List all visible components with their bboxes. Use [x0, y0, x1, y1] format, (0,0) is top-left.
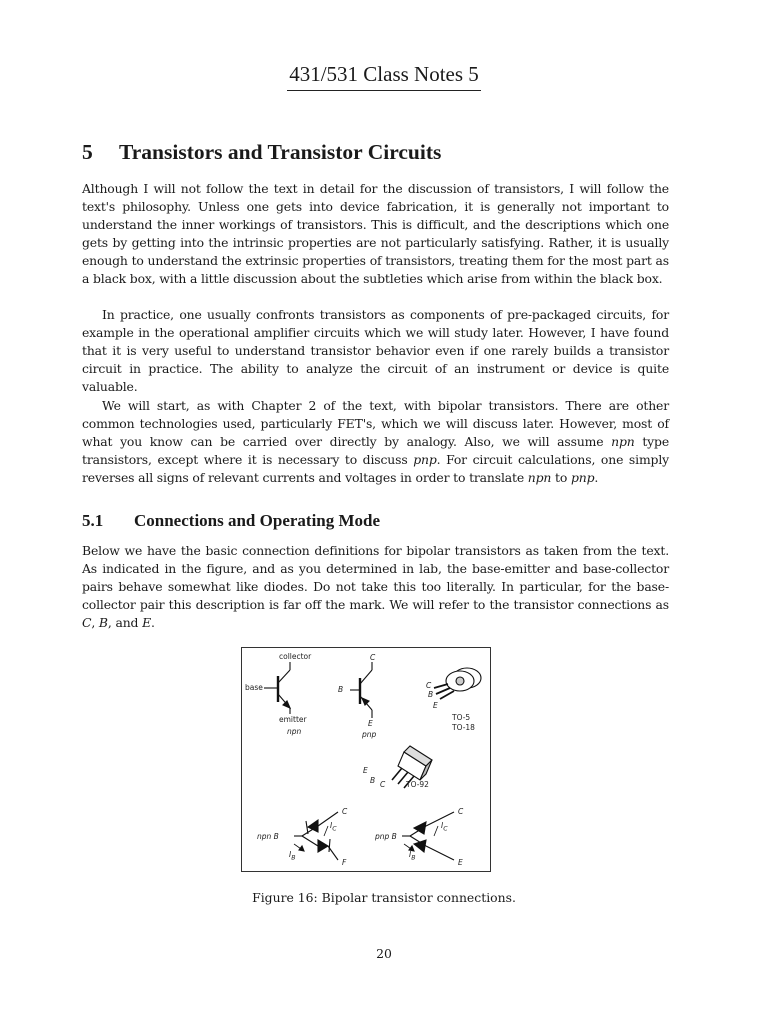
label-text: I: [289, 850, 292, 859]
npn-be-diode: [318, 840, 328, 852]
label-to92: TO-92: [406, 780, 429, 789]
label-pnp-model-c: C: [458, 807, 464, 816]
label-text: I: [441, 821, 444, 830]
label-npn-ic: [330, 822, 337, 833]
label-to18: TO-18: [452, 723, 475, 732]
label-text: I: [330, 821, 333, 830]
subsection-title: Connections and Operating Mode: [134, 511, 381, 530]
label-pnp: pnp: [362, 730, 377, 739]
label-npn-ib: [289, 851, 296, 862]
label-subscript: C: [443, 825, 448, 833]
text-run: .: [151, 615, 155, 631]
page-header: [0, 62, 768, 91]
section-heading: [82, 140, 441, 165]
label-emitter: emitter: [279, 715, 307, 724]
label-subscript: C: [332, 825, 337, 833]
label-base: base: [245, 683, 263, 692]
section-title: Transistors and Transistor Circuits: [119, 140, 442, 164]
paragraph-intro: Although I will not follow the text in detail for the discussion of transistors, I will follow the text's philosophy. Unless one gets into device fabrication, it is generally not important to understand the inner workings of transistors. This is difficult, and the descriptions which one gets by getting into the intrinsic properties are not particularly satisfying. Rather, it is usually enough to understand the extrinsic properties of transistors, treating them for the most part as a black box, with a little discussion about the subtleties which arise from within the black box.: [82, 181, 669, 287]
text-run: , and: [107, 615, 143, 631]
text-run: ,: [91, 615, 99, 631]
text-run: We will start, as with Chapter 2 of the text, with bipolar transistors. There are other common technologies used, particularly FET's, which we will discuss later. However, most of what you know can be carried over directly by analogy. Also, we will assume: [82, 398, 669, 450]
label-to92-e: E: [363, 766, 368, 775]
label-subscript: B: [291, 854, 296, 862]
section-number: 5: [82, 140, 93, 164]
label-npn-model-f: F: [342, 858, 347, 867]
term-npn: npn: [611, 434, 635, 450]
term-pnp: pnp: [413, 452, 437, 468]
npn-bc-diode: [308, 820, 318, 832]
subsection-heading: [82, 511, 380, 531]
npn-collector-lead: [278, 670, 290, 683]
label-pnp-e: E: [368, 719, 373, 728]
page-number: 20: [376, 946, 392, 961]
label-text: I: [409, 850, 412, 859]
term-pnp: pnp: [570, 470, 595, 486]
header-title: 431/531 Class Notes 5: [287, 62, 481, 91]
label-to5-e: E: [433, 701, 438, 710]
label-pnp-model-b: pnp B: [375, 832, 397, 841]
label-to5-b: B: [428, 690, 434, 699]
label-pnp-ib: [409, 851, 416, 862]
label-to92-c: C: [380, 780, 386, 789]
term-npn: npn: [527, 470, 552, 486]
label-npn: npn: [287, 727, 302, 736]
text-run: .: [594, 470, 599, 486]
pnp-collector-lead: [360, 670, 372, 684]
pnp-arrow: [362, 698, 369, 705]
label-pnp-model-e: E: [458, 858, 463, 867]
term-b: B: [98, 615, 108, 631]
label-collector: collector: [279, 652, 312, 661]
subsection-number: 5.1: [82, 511, 104, 530]
label-to5-c: C: [426, 681, 432, 690]
figure-bipolar-transistors: [241, 647, 491, 872]
text-run: to: [551, 470, 571, 486]
label-to92-b: B: [370, 776, 376, 785]
figure-caption: Figure 16: Bipolar transistor connections.: [252, 890, 516, 905]
term-e: E: [142, 615, 152, 631]
label-pnp-ic: [441, 822, 448, 833]
paragraph-connections: [82, 542, 669, 632]
paragraph-bipolar: [82, 397, 669, 487]
label-pnp-c: C: [370, 653, 376, 662]
label-npn-model-c: C: [342, 807, 348, 816]
label-npn-model-b: npn B: [257, 832, 279, 841]
text-run: type transistors, except where it is necessary to discuss: [82, 434, 669, 468]
label-subscript: B: [411, 854, 416, 862]
term-c: C: [82, 615, 92, 631]
figure-drawing: [242, 648, 490, 871]
label-to5: TO-5: [452, 713, 471, 722]
pnp-be-diode: [414, 840, 426, 852]
label-pnp-b: B: [338, 685, 344, 694]
text-run: . For circuit calculations, one simply reverses all signs of relevant currents and voltages in order to translate: [82, 452, 669, 486]
paragraph-practice: In practice, one usually confronts transistors as components of pre-packaged circuits, for example in the operational amplifier circuits which we will study later. However, I have found that it is very useful to understand transistor behavior even if one rarely builds a transistor circuit in practice. The ability to analyze the circuit of an instrument or device is quite valuable.: [82, 307, 669, 395]
npn-arrow: [283, 701, 290, 708]
text-run: Below we have the basic connection definitions for bipolar transistors as taken from the text. As indicated in the figure, and as you determined in lab, the base-emitter and base-collector pairs behave somewhat like diodes. Do not take this too literally. In particular, for the base-collector pair this description is far off the mark. We will refer to the transistor connections as: [82, 543, 669, 613]
